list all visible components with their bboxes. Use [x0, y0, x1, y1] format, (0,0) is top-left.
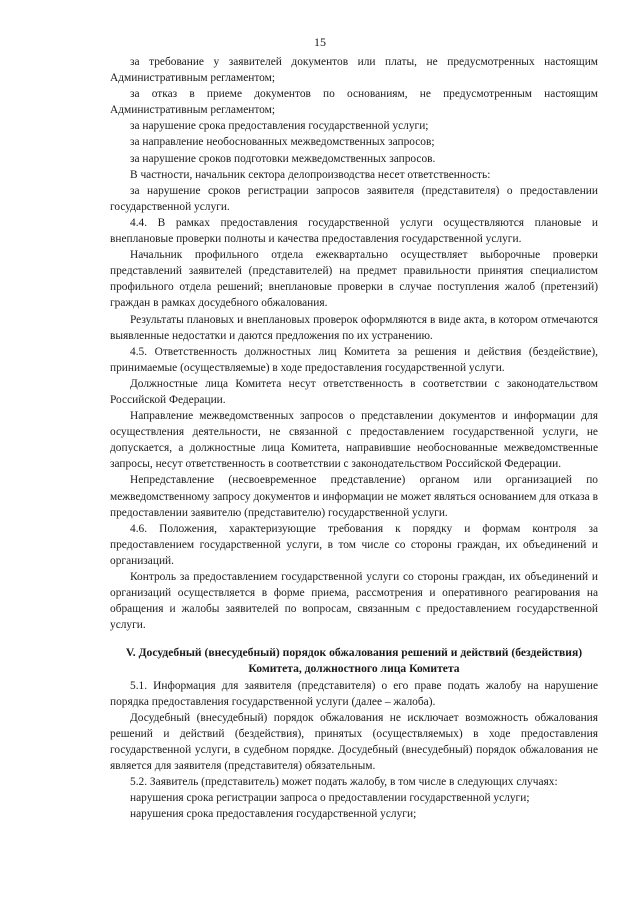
paragraph: нарушения срока предоставления государственной услуги; — [130, 808, 417, 821]
paragraph: за нарушение срока предоставления государственной услуги; — [130, 120, 429, 133]
paragraph: за направление необоснованных межведомственных запросов; — [130, 136, 435, 149]
paragraph: Должностные лица Комитета несут ответственность в соответствии с законодательством Российской Федерации. — [110, 377, 598, 406]
section-heading: V. Досудебный (внесудебный) порядок обжалования решений и действий (бездействия) Комитета, должностного лица Комитета — [125, 646, 583, 676]
paragraph: за нарушение сроков регистрации запросов заявителя (представителя) о предоставлении государственной услуги. — [110, 184, 598, 213]
paragraph: 5.1. Информация для заявителя (представителя) о его праве подать жалобу на нарушение порядка предоставления государственной услуги (далее – жалоба). — [110, 679, 598, 708]
paragraph: 4.5. Ответственность должностных лиц Комитета за решения и действия (бездействие), принимаемые (осуществляемые) в ходе предоставления государственной услуги. — [110, 345, 598, 374]
paragraph: Результаты плановых и внеплановых проверок оформляются в виде акта, в котором отмечаются выявленные недостатки и даются предложения по их устранению. — [110, 313, 598, 342]
paragraph: 5.2. Заявитель (представитель) может подать жалобу, в том числе в следующих случаях: — [130, 776, 558, 789]
paragraph: Непредставление (несвоевременное представление) органом или организацией по межведомственному запросу документов и информации не может являться основанием для отказа в предоставлении заявителю (представителю) государственной услуги. — [110, 474, 598, 519]
paragraph: нарушения срока регистрации запроса о предоставлении государственной услуги; — [130, 792, 530, 805]
paragraph: за нарушение сроков подготовки межведомственных запросов. — [130, 152, 436, 165]
page-number: 15 — [314, 35, 326, 49]
paragraph: В частности, начальник сектора делопроизводства несет ответственность: — [130, 168, 491, 181]
paragraph: Начальник профильного отдела ежеквартально осуществляет выборочные проверки представлений заявителей (представителей) на предмет правильности принятия специалистом профильного отдела решений; внеплановые проверки в случае поступления жалоб (претензий) граждан в рамках досудебного обжалования. — [110, 249, 598, 310]
paragraph: Контроль за предоставлением государственной услуги со стороны граждан, их объединений и организаций осуществляется в форме приема, рассмотрения и оперативного реагирования на обращения и жалобы заявителей по вопросам, связанным с предоставлением государственной услуги. — [110, 571, 598, 632]
paragraph: Досудебный (внесудебный) порядок обжалования не исключает возможность обжалования решений и действий (бездействия), принятых (осуществляемых) в ходе предоставления государственной услуги, в судебном порядке. Досудебный (внесудебный) порядок обжалования не является для заявителя (представителя) обязательным. — [110, 711, 598, 773]
paragraph: 4.4. В рамках предоставления государственной услуги осуществляются плановые и внеплановые проверки полноты и качества предоставления государственной услуги. — [110, 216, 598, 246]
paragraph: 4.6. Положения, характеризующие требования к порядку и формам контроля за предоставлением государственной услуги, в том числе со стороны граждан, их объединений и организаций. — [110, 522, 598, 567]
paragraph: за требование у заявителей документов или платы, не предусмотренных настоящим Административным регламентом; — [110, 56, 598, 85]
paragraph: Направление межведомственных запросов о представлении документов и информации для осуществления деятельности, не связанной с предоставлением государственной услуги, не допускается, а должностные лица Комитета, направившие необоснованные межведомственные запросы, несут ответственность в соответствии с законодательством Российской Федерации. — [110, 410, 598, 471]
document-body — [110, 54, 598, 822]
paragraph: за отказ в приеме документов по основаниям, не предусмотренным настоящим Административным регламентом; — [110, 88, 598, 117]
